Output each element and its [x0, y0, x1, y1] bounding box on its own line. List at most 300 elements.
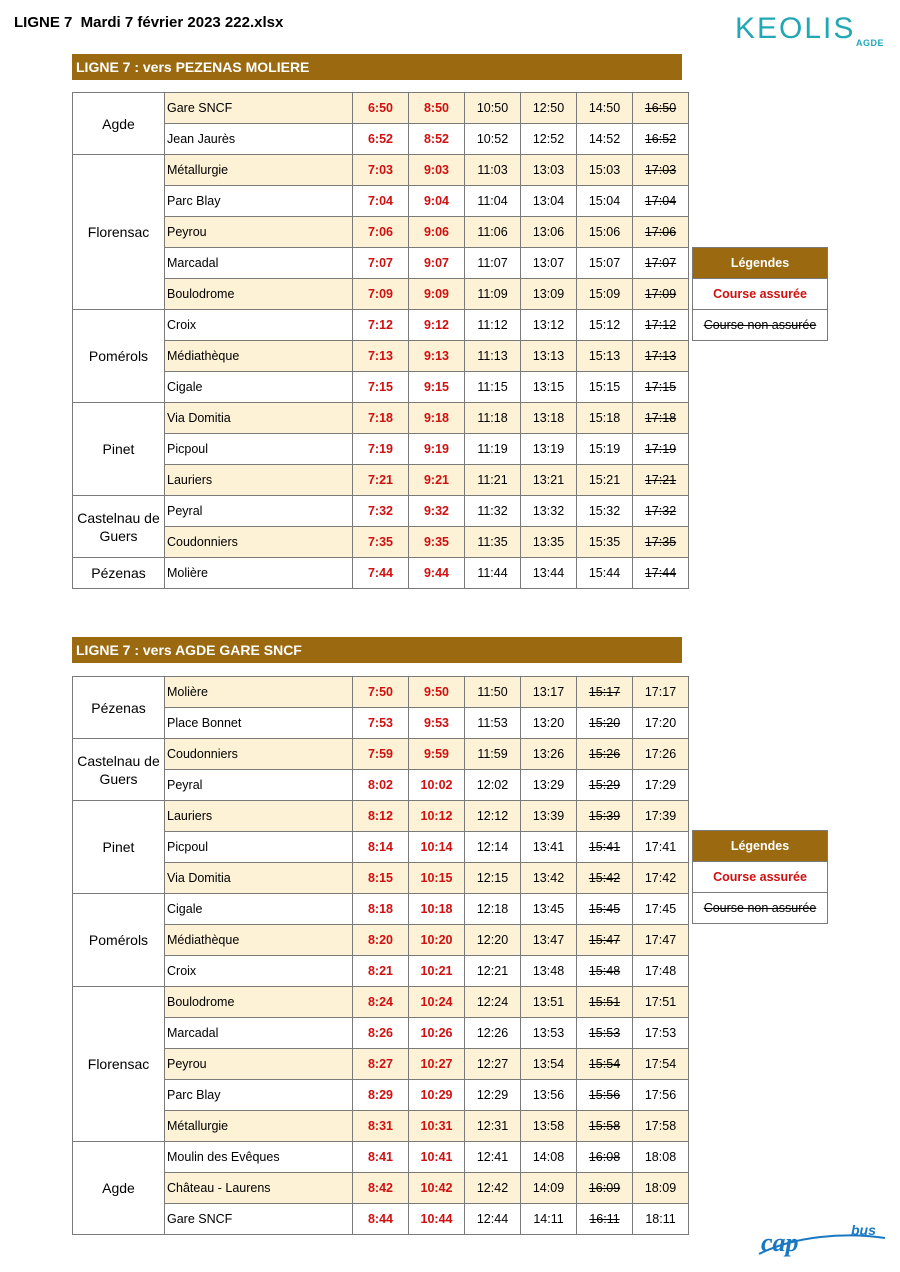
time-cell: 17:15: [633, 372, 689, 403]
time-cell: 11:12: [465, 310, 521, 341]
legend-assured: Course assurée: [693, 279, 828, 310]
stop-name-cell: Peyral: [165, 496, 353, 527]
stop-name-cell: Coudonniers: [165, 739, 353, 770]
time-cell: 14:11: [521, 1204, 577, 1235]
section-header-1: LIGNE 7 : vers PEZENAS MOLIERE: [72, 54, 682, 80]
time-cell: 9:44: [409, 558, 465, 589]
time-cell: 15:26: [577, 739, 633, 770]
time-cell: 11:19: [465, 434, 521, 465]
time-cell: 11:44: [465, 558, 521, 589]
time-cell: 17:12: [633, 310, 689, 341]
time-cell: 8:15: [353, 863, 409, 894]
stop-name-cell: Lauriers: [165, 801, 353, 832]
time-cell: 8:29: [353, 1080, 409, 1111]
commune-cell: Agde: [73, 1142, 165, 1235]
time-cell: 15:42: [577, 863, 633, 894]
capbus-cap-text: cap: [761, 1228, 799, 1257]
stop-name-cell: Coudonniers: [165, 527, 353, 558]
time-cell: 13:04: [521, 186, 577, 217]
time-cell: 11:06: [465, 217, 521, 248]
time-cell: 9:53: [409, 708, 465, 739]
stop-name-cell: Boulodrome: [165, 987, 353, 1018]
table-row: [73, 403, 689, 434]
stop-name-cell: Place Bonnet: [165, 708, 353, 739]
time-cell: 11:32: [465, 496, 521, 527]
legend-not-assured: Course non assurée: [693, 310, 828, 341]
table-row: [73, 894, 689, 925]
legend-box-1: [692, 247, 828, 341]
time-cell: 11:03: [465, 155, 521, 186]
table-row: [73, 93, 689, 124]
time-cell: 12:20: [465, 925, 521, 956]
time-cell: 9:19: [409, 434, 465, 465]
time-cell: 15:03: [577, 155, 633, 186]
time-cell: 9:07: [409, 248, 465, 279]
time-cell: 13:15: [521, 372, 577, 403]
time-cell: 17:06: [633, 217, 689, 248]
time-cell: 13:56: [521, 1080, 577, 1111]
time-cell: 12:14: [465, 832, 521, 863]
commune-cell: Pomérols: [73, 894, 165, 987]
time-cell: 13:51: [521, 987, 577, 1018]
time-cell: 15:45: [577, 894, 633, 925]
time-cell: 10:31: [409, 1111, 465, 1142]
stop-name-cell: Cigale: [165, 894, 353, 925]
time-cell: 11:21: [465, 465, 521, 496]
table-row: [73, 372, 689, 403]
table-row: [73, 1049, 689, 1080]
time-cell: 17:19: [633, 434, 689, 465]
time-cell: 7:18: [353, 403, 409, 434]
time-cell: 15:15: [577, 372, 633, 403]
time-cell: 15:09: [577, 279, 633, 310]
time-cell: 18:08: [633, 1142, 689, 1173]
table-row: [73, 956, 689, 987]
table-row: [73, 496, 689, 527]
time-cell: 8:27: [353, 1049, 409, 1080]
stop-name-cell: Médiathèque: [165, 341, 353, 372]
time-cell: 12:50: [521, 93, 577, 124]
table-row: [73, 677, 689, 708]
time-cell: 7:09: [353, 279, 409, 310]
time-cell: 11:09: [465, 279, 521, 310]
time-cell: 13:12: [521, 310, 577, 341]
stop-name-cell: Jean Jaurès: [165, 124, 353, 155]
time-cell: 12:15: [465, 863, 521, 894]
time-cell: 8:21: [353, 956, 409, 987]
time-cell: 7:44: [353, 558, 409, 589]
table-row: [73, 739, 689, 770]
time-cell: 17:32: [633, 496, 689, 527]
time-cell: 13:26: [521, 739, 577, 770]
time-cell: 9:18: [409, 403, 465, 434]
time-cell: 9:13: [409, 341, 465, 372]
time-cell: 10:44: [409, 1204, 465, 1235]
time-cell: 10:24: [409, 987, 465, 1018]
time-cell: 13:17: [521, 677, 577, 708]
time-cell: 16:08: [577, 1142, 633, 1173]
time-cell: 13:45: [521, 894, 577, 925]
time-cell: 18:11: [633, 1204, 689, 1235]
stop-name-cell: Croix: [165, 310, 353, 341]
time-cell: 13:20: [521, 708, 577, 739]
commune-cell: Agde: [73, 93, 165, 155]
time-cell: 14:52: [577, 124, 633, 155]
time-cell: 17:29: [633, 770, 689, 801]
time-cell: 13:21: [521, 465, 577, 496]
legend-assured: Course assurée: [693, 862, 828, 893]
time-cell: 9:12: [409, 310, 465, 341]
time-cell: 10:29: [409, 1080, 465, 1111]
time-cell: 15:07: [577, 248, 633, 279]
stop-name-cell: Parc Blay: [165, 1080, 353, 1111]
time-cell: 7:19: [353, 434, 409, 465]
time-cell: 7:59: [353, 739, 409, 770]
time-cell: 17:09: [633, 279, 689, 310]
time-cell: 10:27: [409, 1049, 465, 1080]
table-row: [73, 186, 689, 217]
time-cell: 8:41: [353, 1142, 409, 1173]
time-cell: 12:18: [465, 894, 521, 925]
time-cell: 13:13: [521, 341, 577, 372]
time-cell: 10:42: [409, 1173, 465, 1204]
time-cell: 9:35: [409, 527, 465, 558]
time-cell: 17:47: [633, 925, 689, 956]
keolis-logo-subtitle: AGDE: [855, 38, 884, 48]
time-cell: 17:13: [633, 341, 689, 372]
time-cell: 15:06: [577, 217, 633, 248]
time-cell: 13:06: [521, 217, 577, 248]
time-cell: 11:59: [465, 739, 521, 770]
time-cell: 15:32: [577, 496, 633, 527]
time-cell: 8:52: [409, 124, 465, 155]
stop-name-cell: Picpoul: [165, 832, 353, 863]
time-cell: 13:41: [521, 832, 577, 863]
stop-name-cell: Peyrou: [165, 1049, 353, 1080]
time-cell: 9:21: [409, 465, 465, 496]
table-row: [73, 708, 689, 739]
timetable-agde: [72, 676, 689, 1235]
time-cell: 17:03: [633, 155, 689, 186]
time-cell: 13:42: [521, 863, 577, 894]
commune-cell: Pézenas: [73, 677, 165, 739]
table-row: [73, 558, 689, 589]
time-cell: 10:26: [409, 1018, 465, 1049]
time-cell: 15:47: [577, 925, 633, 956]
legend-title: Légendes: [693, 248, 828, 279]
time-cell: 16:50: [633, 93, 689, 124]
timetable-pezenas: [72, 92, 689, 589]
stop-name-cell: Gare SNCF: [165, 93, 353, 124]
time-cell: 8:42: [353, 1173, 409, 1204]
time-cell: 15:41: [577, 832, 633, 863]
time-cell: 15:53: [577, 1018, 633, 1049]
table-row: [73, 527, 689, 558]
time-cell: 8:02: [353, 770, 409, 801]
time-cell: 17:20: [633, 708, 689, 739]
capbus-logo: [755, 1218, 890, 1263]
time-cell: 15:39: [577, 801, 633, 832]
stop-name-cell: Via Domitia: [165, 863, 353, 894]
table-row: [73, 801, 689, 832]
time-cell: 16:11: [577, 1204, 633, 1235]
time-cell: 15:56: [577, 1080, 633, 1111]
stop-name-cell: Médiathèque: [165, 925, 353, 956]
time-cell: 17:39: [633, 801, 689, 832]
commune-cell: Pomérols: [73, 310, 165, 403]
time-cell: 13:48: [521, 956, 577, 987]
keolis-logo-text: KEOLIS: [735, 12, 856, 45]
time-cell: 12:26: [465, 1018, 521, 1049]
table-row: [73, 248, 689, 279]
time-cell: 11:15: [465, 372, 521, 403]
time-cell: 13:35: [521, 527, 577, 558]
time-cell: 10:21: [409, 956, 465, 987]
time-cell: 13:19: [521, 434, 577, 465]
table-row: [73, 310, 689, 341]
stop-name-cell: Parc Blay: [165, 186, 353, 217]
time-cell: 10:41: [409, 1142, 465, 1173]
stop-name-cell: Marcadal: [165, 1018, 353, 1049]
stop-name-cell: Marcadal: [165, 248, 353, 279]
stop-name-cell: Boulodrome: [165, 279, 353, 310]
time-cell: 17:17: [633, 677, 689, 708]
time-cell: 9:32: [409, 496, 465, 527]
time-cell: 12:12: [465, 801, 521, 832]
table-row: [73, 770, 689, 801]
time-cell: 15:17: [577, 677, 633, 708]
time-cell: 11:18: [465, 403, 521, 434]
time-cell: 11:53: [465, 708, 521, 739]
time-cell: 9:04: [409, 186, 465, 217]
table-row: [73, 124, 689, 155]
time-cell: 11:04: [465, 186, 521, 217]
time-cell: 17:56: [633, 1080, 689, 1111]
time-cell: 12:29: [465, 1080, 521, 1111]
time-cell: 17:42: [633, 863, 689, 894]
time-cell: 13:09: [521, 279, 577, 310]
time-cell: 13:03: [521, 155, 577, 186]
stop-name-cell: Croix: [165, 956, 353, 987]
table-row: [73, 465, 689, 496]
time-cell: 12:21: [465, 956, 521, 987]
time-cell: 10:50: [465, 93, 521, 124]
time-cell: 12:24: [465, 987, 521, 1018]
time-cell: 7:53: [353, 708, 409, 739]
legend-not-assured: Course non assurée: [693, 893, 828, 924]
stop-name-cell: Gare SNCF: [165, 1204, 353, 1235]
commune-cell: Pinet: [73, 403, 165, 496]
time-cell: 12:42: [465, 1173, 521, 1204]
time-cell: 11:50: [465, 677, 521, 708]
time-cell: 8:50: [409, 93, 465, 124]
time-cell: 8:24: [353, 987, 409, 1018]
time-cell: 16:52: [633, 124, 689, 155]
stop-name-cell: Métallurgie: [165, 1111, 353, 1142]
time-cell: 12:31: [465, 1111, 521, 1142]
stop-name-cell: Métallurgie: [165, 155, 353, 186]
commune-cell: Castelnau de Guers: [73, 739, 165, 801]
table-row: [73, 925, 689, 956]
section-header-2: LIGNE 7 : vers AGDE GARE SNCF: [72, 637, 682, 663]
time-cell: 10:18: [409, 894, 465, 925]
time-cell: 10:15: [409, 863, 465, 894]
time-cell: 6:50: [353, 93, 409, 124]
time-cell: 12:52: [521, 124, 577, 155]
time-cell: 13:32: [521, 496, 577, 527]
time-cell: 18:09: [633, 1173, 689, 1204]
time-cell: 8:26: [353, 1018, 409, 1049]
time-cell: 10:12: [409, 801, 465, 832]
time-cell: 17:41: [633, 832, 689, 863]
time-cell: 13:07: [521, 248, 577, 279]
table-row: [73, 1080, 689, 1111]
time-cell: 13:39: [521, 801, 577, 832]
time-cell: 15:20: [577, 708, 633, 739]
time-cell: 16:09: [577, 1173, 633, 1204]
time-cell: 11:35: [465, 527, 521, 558]
legend-title: Légendes: [693, 831, 828, 862]
stop-name-cell: Cigale: [165, 372, 353, 403]
time-cell: 7:12: [353, 310, 409, 341]
time-cell: 17:44: [633, 558, 689, 589]
table-row: [73, 155, 689, 186]
time-cell: 8:20: [353, 925, 409, 956]
time-cell: 6:52: [353, 124, 409, 155]
time-cell: 12:41: [465, 1142, 521, 1173]
time-cell: 14:50: [577, 93, 633, 124]
time-cell: 14:08: [521, 1142, 577, 1173]
time-cell: 17:04: [633, 186, 689, 217]
stop-name-cell: Peyrou: [165, 217, 353, 248]
document-title: LIGNE 7 Mardi 7 février 2023 222.xlsx: [14, 14, 284, 31]
time-cell: 15:29: [577, 770, 633, 801]
time-cell: 13:29: [521, 770, 577, 801]
time-cell: 8:44: [353, 1204, 409, 1235]
time-cell: 13:53: [521, 1018, 577, 1049]
time-cell: 8:12: [353, 801, 409, 832]
time-cell: 13:18: [521, 403, 577, 434]
time-cell: 17:21: [633, 465, 689, 496]
time-cell: 9:50: [409, 677, 465, 708]
time-cell: 11:13: [465, 341, 521, 372]
time-cell: 7:07: [353, 248, 409, 279]
table-row: [73, 434, 689, 465]
time-cell: 7:04: [353, 186, 409, 217]
time-cell: 15:19: [577, 434, 633, 465]
time-cell: 17:58: [633, 1111, 689, 1142]
time-cell: 17:51: [633, 987, 689, 1018]
time-cell: 9:59: [409, 739, 465, 770]
stop-name-cell: Peyral: [165, 770, 353, 801]
time-cell: 8:18: [353, 894, 409, 925]
time-cell: 7:15: [353, 372, 409, 403]
time-cell: 17:45: [633, 894, 689, 925]
table-row: [73, 863, 689, 894]
time-cell: 9:15: [409, 372, 465, 403]
time-cell: 13:58: [521, 1111, 577, 1142]
time-cell: 10:20: [409, 925, 465, 956]
commune-cell: Florensac: [73, 155, 165, 310]
time-cell: 7:50: [353, 677, 409, 708]
table-row: [73, 832, 689, 863]
time-cell: 15:44: [577, 558, 633, 589]
time-cell: 17:35: [633, 527, 689, 558]
time-cell: 13:47: [521, 925, 577, 956]
time-cell: 10:02: [409, 770, 465, 801]
commune-cell: Pézenas: [73, 558, 165, 589]
commune-cell: Pinet: [73, 801, 165, 894]
time-cell: 15:04: [577, 186, 633, 217]
stop-name-cell: Molière: [165, 558, 353, 589]
time-cell: 17:18: [633, 403, 689, 434]
time-cell: 11:07: [465, 248, 521, 279]
time-cell: 15:21: [577, 465, 633, 496]
table-row: [73, 1173, 689, 1204]
legend-box-2: [692, 830, 828, 924]
table-row: [73, 1204, 689, 1235]
table-row: [73, 1142, 689, 1173]
time-cell: 17:26: [633, 739, 689, 770]
time-cell: 10:14: [409, 832, 465, 863]
time-cell: 8:14: [353, 832, 409, 863]
time-cell: 15:51: [577, 987, 633, 1018]
time-cell: 15:48: [577, 956, 633, 987]
table-row: [73, 279, 689, 310]
time-cell: 7:06: [353, 217, 409, 248]
time-cell: 8:31: [353, 1111, 409, 1142]
table-row: [73, 341, 689, 372]
time-cell: 13:44: [521, 558, 577, 589]
time-cell: 10:52: [465, 124, 521, 155]
time-cell: 17:54: [633, 1049, 689, 1080]
time-cell: 17:53: [633, 1018, 689, 1049]
time-cell: 7:03: [353, 155, 409, 186]
stop-name-cell: Moulin des Evêques: [165, 1142, 353, 1173]
commune-cell: Florensac: [73, 987, 165, 1142]
time-cell: 7:21: [353, 465, 409, 496]
time-cell: 9:03: [409, 155, 465, 186]
table-row: [73, 1018, 689, 1049]
time-cell: 7:32: [353, 496, 409, 527]
time-cell: 14:09: [521, 1173, 577, 1204]
stop-name-cell: Via Domitia: [165, 403, 353, 434]
table-row: [73, 1111, 689, 1142]
time-cell: 7:35: [353, 527, 409, 558]
capbus-bus-text: bus: [851, 1222, 876, 1238]
time-cell: 7:13: [353, 341, 409, 372]
time-cell: 15:54: [577, 1049, 633, 1080]
time-cell: 17:07: [633, 248, 689, 279]
commune-cell: Castelnau de Guers: [73, 496, 165, 558]
time-cell: 9:06: [409, 217, 465, 248]
stop-name-cell: Picpoul: [165, 434, 353, 465]
table-row: [73, 217, 689, 248]
time-cell: 15:12: [577, 310, 633, 341]
stop-name-cell: Château - Laurens: [165, 1173, 353, 1204]
time-cell: 9:09: [409, 279, 465, 310]
time-cell: 15:13: [577, 341, 633, 372]
time-cell: 12:02: [465, 770, 521, 801]
time-cell: 12:44: [465, 1204, 521, 1235]
stop-name-cell: Molière: [165, 677, 353, 708]
stop-name-cell: Lauriers: [165, 465, 353, 496]
time-cell: 17:48: [633, 956, 689, 987]
table-row: [73, 987, 689, 1018]
time-cell: 15:35: [577, 527, 633, 558]
time-cell: 12:27: [465, 1049, 521, 1080]
time-cell: 15:58: [577, 1111, 633, 1142]
